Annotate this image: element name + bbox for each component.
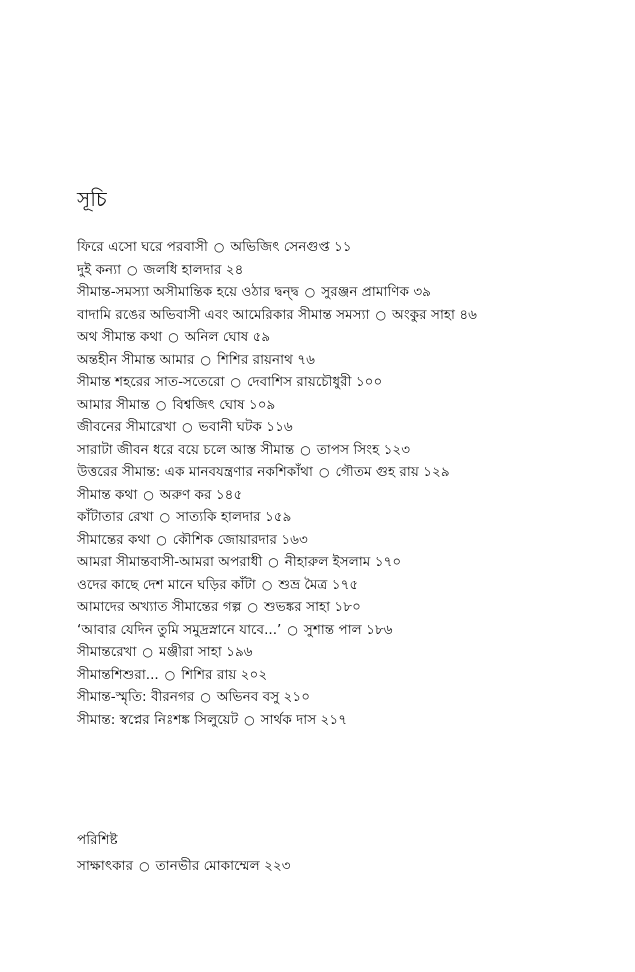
toc-entry xyxy=(77,641,477,664)
toc-entry xyxy=(77,619,477,642)
toc-entry xyxy=(77,349,477,372)
entry-author: মঞ্জীরা সাহা xyxy=(159,644,222,660)
entry-page-number: ১৯৬ xyxy=(226,644,253,660)
toc-entry xyxy=(77,506,477,529)
entry-page-number: ১৮৬ xyxy=(366,621,393,638)
separator-circle: ○ xyxy=(268,555,279,569)
contents-heading: সূচি xyxy=(77,187,107,211)
toc-entry xyxy=(77,416,477,439)
entry-title: সীমান্তের কথা xyxy=(77,531,151,548)
entry-author: নীহারুল ইসলাম xyxy=(284,554,371,570)
toc-entry xyxy=(77,326,477,349)
toc-entry xyxy=(77,394,477,417)
toc-entry xyxy=(77,551,477,574)
separator-circle: ○ xyxy=(142,645,154,659)
entry-title: আমাদের অখ্যাত সীমান্তের গল্প xyxy=(77,599,242,615)
entry-page-number: ৩৯ xyxy=(413,284,431,300)
separator-circle: ○ xyxy=(159,510,171,524)
entry-page-number: ১৫৯ xyxy=(264,509,292,525)
entry-title: আমরা সীমান্তবাসী-আমরা অপরাধী xyxy=(77,554,263,570)
entry-page-number: ৭৬ xyxy=(297,351,315,368)
entry-author: শিশির রায়নাথ xyxy=(216,351,293,368)
entry-author: অভিনব বসু xyxy=(216,689,280,705)
entry-title: কাঁটাতার রেখা xyxy=(77,509,154,525)
separator-circle: ○ xyxy=(304,285,316,299)
toc-entry xyxy=(77,259,477,282)
entry-author: সুরঞ্জন প্রামাণিক xyxy=(321,284,409,300)
separator-circle: ○ xyxy=(261,577,273,592)
separator-circle: ○ xyxy=(287,622,298,637)
entry-page-number: ২২৩ xyxy=(264,858,291,874)
separator-circle: ○ xyxy=(300,442,311,457)
entry-page-number: ১১৬ xyxy=(266,419,293,435)
separator-circle: ○ xyxy=(139,859,150,873)
toc-entry xyxy=(77,664,477,687)
entry-author: তানভীর মোকাম্মেল xyxy=(155,858,260,874)
toc-entry xyxy=(77,236,477,259)
separator-circle: ○ xyxy=(230,375,242,389)
appendix-heading: পরিশিষ্ট xyxy=(77,832,118,848)
entry-author: জলধি হালদার xyxy=(143,261,222,278)
entry-title: সীমান্তশিশুরা... xyxy=(77,666,159,683)
entry-page-number: ১৪৫ xyxy=(215,486,243,503)
entry-page-number: ২১০ xyxy=(283,689,311,705)
toc-entry xyxy=(77,281,477,304)
entry-author: তাপস সিংহ xyxy=(316,441,380,458)
separator-circle: ○ xyxy=(244,712,255,727)
toc-entry xyxy=(77,439,477,462)
toc-entry xyxy=(77,709,477,732)
entry-title: সীমান্ত শহরের সাত-সতেরো xyxy=(77,374,225,390)
toc-entry xyxy=(77,855,291,878)
separator-circle: ○ xyxy=(375,307,387,322)
entry-page-number: ১২৩ xyxy=(383,441,411,458)
entry-author: কৌশিক জোয়ারদার xyxy=(172,531,278,548)
entry-page-number: ১০০ xyxy=(355,374,383,390)
entry-title: বাদামি রঙের অভিবাসী এবং আমেরিকার সীমান্ত সমস্যা xyxy=(77,306,370,323)
separator-circle: ○ xyxy=(168,330,179,344)
entry-page-number: ১২৯ xyxy=(423,464,450,480)
separator-circle: ○ xyxy=(200,352,211,367)
toc-entry xyxy=(77,574,477,597)
toc-entry xyxy=(77,686,477,709)
entry-title: সীমান্ত: স্বপ্নের নিঃশঙ্ক সিলুয়েট xyxy=(77,711,239,728)
separator-circle: ○ xyxy=(156,532,167,547)
entry-title: ‘আবার যেদিন তুমি সমুদ্রস্নানে যাবে...’ xyxy=(77,621,282,638)
entry-page-number: ১১ xyxy=(333,239,352,255)
toc-entry xyxy=(77,371,477,394)
entry-author: অনিল ঘোষ xyxy=(184,329,249,345)
entry-author: সাত্যকি হালদার xyxy=(176,509,261,525)
entry-title: সীমান্ত-সমস্যা অসীমান্তিক হয়ে ওঠার দ্বন্দ্ব xyxy=(77,284,299,300)
entry-title: উত্তরের সীমান্ত: এক মানবযন্ত্রণার নকশিকাঁথা xyxy=(77,464,314,480)
entry-page-number: ৪৬ xyxy=(459,306,477,323)
entry-title: সাক্ষাৎকার xyxy=(77,858,134,874)
separator-circle: ○ xyxy=(319,465,330,479)
separator-circle: ○ xyxy=(143,487,154,502)
contents-list xyxy=(77,236,477,731)
entry-page-number: ২৪ xyxy=(225,261,244,278)
entry-author: অভিজিৎ সেনগুপ্ত xyxy=(230,239,330,255)
toc-entry xyxy=(77,596,477,619)
separator-circle: ○ xyxy=(155,397,167,412)
entry-page-number: ১৬৩ xyxy=(281,531,308,548)
entry-author: সুশান্ত পাল xyxy=(303,621,362,638)
entry-author: গৌতম গুহ রায় xyxy=(335,464,419,480)
entry-page-number: ৫৯ xyxy=(252,329,271,345)
entry-title: অথ সীমান্ত কথা xyxy=(77,329,163,345)
entry-author: সার্থক দাস xyxy=(260,711,317,728)
entry-page-number: ১০৯ xyxy=(248,396,276,413)
toc-entry xyxy=(77,461,477,484)
entry-title: ফিরে এসো ঘরে পরবাসী xyxy=(77,239,208,255)
toc-entry xyxy=(77,529,477,552)
entry-author: শুভ্র মৈত্র xyxy=(278,576,328,593)
separator-circle: ○ xyxy=(127,262,138,277)
toc-entry xyxy=(77,304,477,327)
entry-author: বিশ্বজিৎ ঘোষ xyxy=(172,396,245,413)
entry-author: অংকুর সাহা xyxy=(392,306,455,323)
separator-circle: ○ xyxy=(213,240,225,254)
entry-author: ভবানী ঘটক xyxy=(198,419,262,435)
entry-title: সীমান্ত কথা xyxy=(77,486,138,503)
entry-title: সারাটা জীবন ধরে বয়ে চলে আস্ত সীমান্ত xyxy=(77,441,295,458)
separator-circle: ○ xyxy=(182,420,193,434)
entry-page-number: ১৭৫ xyxy=(331,576,359,593)
entry-page-number: ১৮০ xyxy=(334,599,361,615)
entry-author: শুভঙ্কর সাহা xyxy=(263,599,331,615)
entry-title: জীবনের সীমারেখা xyxy=(77,419,177,435)
separator-circle: ○ xyxy=(200,690,211,704)
entry-author: অরুণ কর xyxy=(159,486,212,503)
entry-page-number: ২১৭ xyxy=(320,711,348,728)
entry-title: অন্তহীন সীমান্ত আমার xyxy=(77,351,195,368)
entry-title: ওদের কাছে দেশ মানে ঘড়ির কাঁটা xyxy=(77,576,256,593)
entry-title: আমার সীমান্ত xyxy=(77,396,150,413)
appendix-list xyxy=(77,855,291,878)
entry-page-number: ১৭০ xyxy=(374,554,402,570)
entry-title: সীমান্ত-স্মৃতি: বীরনগর xyxy=(77,689,195,705)
entry-title: দুই কন্যা xyxy=(77,261,122,278)
entry-author: দেবাশিস রায়চৌধুরী xyxy=(247,374,352,390)
entry-page-number: ২০২ xyxy=(240,666,268,683)
separator-circle: ○ xyxy=(247,600,258,614)
separator-circle: ○ xyxy=(164,667,176,682)
entry-title: সীমান্তরেখা xyxy=(77,644,137,660)
toc-entry xyxy=(77,484,477,507)
entry-author: শিশির রায় xyxy=(181,666,237,683)
